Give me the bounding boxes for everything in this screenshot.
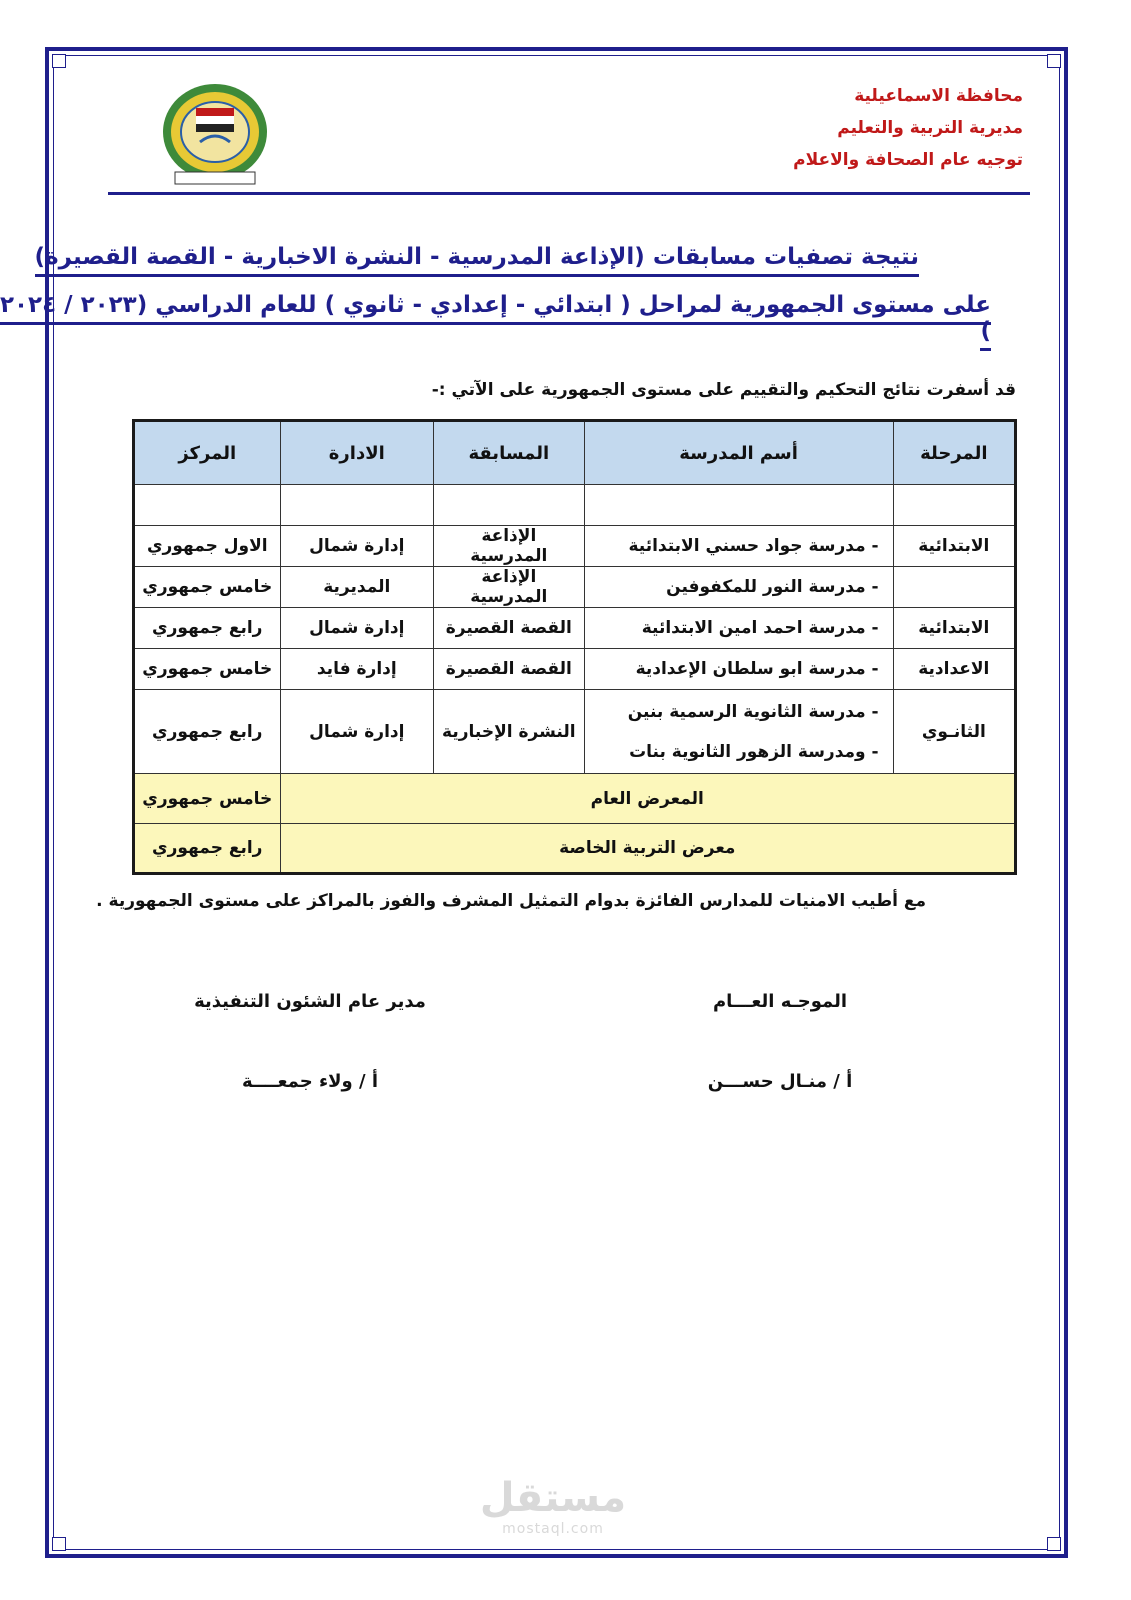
- table-spacer: [134, 485, 1016, 526]
- cell-contest: القصة القصيرة: [434, 608, 585, 649]
- cell-school: - مدرسة احمد امين الابتدائية: [584, 608, 893, 649]
- cell-rank: خامس جمهوري: [134, 567, 281, 608]
- cell-school: [584, 690, 893, 774]
- cell-admin: إدارة فايد: [280, 649, 434, 690]
- table-row: [134, 567, 1016, 608]
- closing-wish: مع أطيب الامنيات للمدارس الفائزة بدوام التمثيل المشرف والفوز بالمراكز على مستوى الجمهورية .: [96, 891, 926, 911]
- table-row: [134, 608, 1016, 649]
- exhibit-row: [134, 824, 1016, 874]
- table-header-row: [134, 421, 1016, 485]
- header-rank: المركز: [134, 421, 281, 485]
- frame-corner: [1047, 1537, 1061, 1551]
- department-name: توجيه عام الصحافة والاعلام: [793, 150, 1023, 170]
- cell-stage: الثانـوي: [893, 690, 1015, 774]
- header-contest: المسابقة: [434, 421, 585, 485]
- watermark: [478, 1475, 628, 1537]
- cell-contest: القصة القصيرة: [434, 649, 585, 690]
- general-supervisor-title: الموجـه العـــام: [712, 991, 848, 1012]
- results-table: [132, 419, 1017, 875]
- intro-text: قد أسفرت نتائج التحكيم والتقييم على مستوى الجمهورية على الآتي :-: [431, 380, 1016, 400]
- school-name: - مدرسة الثانوية الرسمية بنين: [627, 701, 879, 722]
- cell-stage: الابتدائية: [893, 608, 1015, 649]
- cell-stage: الابتدائية: [893, 526, 1015, 567]
- exhibit-rank: خامس جمهوري: [134, 774, 281, 824]
- cell-admin: إدارة شمال: [280, 608, 434, 649]
- frame-corner: [52, 1537, 66, 1551]
- watermark-url: mostaql.com: [502, 1521, 604, 1537]
- table-row-secondary: [134, 690, 1016, 774]
- governorate-name: محافظة الاسماعيلية: [854, 86, 1023, 106]
- exhibit-rank: رابع جمهوري: [134, 824, 281, 874]
- directorate-name: مديرية التربية والتعليم: [837, 118, 1023, 138]
- header-school: أسم المدرسة: [584, 421, 893, 485]
- cell-contest: النشرة الإخبارية: [434, 690, 585, 774]
- directorate-logo: [160, 82, 270, 188]
- cell-rank: خامس جمهوري: [134, 649, 281, 690]
- header-stage: المرحلة: [893, 421, 1015, 485]
- document-title: نتيجة تصفيات مسابقات (الإذاعة المدرسية - النشرة الاخبارية - القصة القصيرة): [35, 244, 919, 270]
- cell-admin: المديرية: [280, 567, 434, 608]
- header-admin: الادارة: [280, 421, 434, 485]
- exhibit-row: [134, 774, 1016, 824]
- document-subtitle: على مستوى الجمهورية لمراحل ( ابتدائي - إعدادي - ثانوي ) للعام الدراسي (٢٠٢٣ / ٢٠٢٤ ): [0, 292, 991, 344]
- general-supervisor-name: أ / منـال حســـن: [707, 1071, 853, 1092]
- school-name: - ومدرسة الزهور الثانوية بنات: [629, 741, 879, 762]
- table-row: [134, 526, 1016, 567]
- cell-rank: رابع جمهوري: [134, 608, 281, 649]
- cell-admin: إدارة شمال: [280, 690, 434, 774]
- cell-contest: الإذاعة المدرسية: [434, 567, 585, 608]
- cell-school: - مدرسة جواد حسني الابتدائية: [584, 526, 893, 567]
- exhibit-name: معرض التربية الخاصة: [280, 824, 1015, 874]
- cell-rank: الاول جمهوري: [134, 526, 281, 567]
- cell-stage: الاعدادية: [893, 649, 1015, 690]
- cell-contest: الإذاعة المدرسية: [434, 526, 585, 567]
- frame-corner: [1047, 54, 1061, 68]
- cell-stage: [893, 567, 1015, 608]
- exhibit-name: المعرض العام: [280, 774, 1015, 824]
- watermark-logo-text: مستقل: [479, 1475, 627, 1521]
- cell-rank: رابع جمهوري: [134, 690, 281, 774]
- header-divider: [108, 192, 1030, 195]
- organization-header: [763, 80, 1023, 176]
- executive-director-name: أ / ولاء جمعــــة: [241, 1071, 379, 1092]
- executive-director-title: مدير عام الشئون التنفيذية: [194, 991, 426, 1012]
- table-row: [134, 649, 1016, 690]
- frame-corner: [52, 54, 66, 68]
- cell-school: - مدرسة النور للمكفوفين: [584, 567, 893, 608]
- cell-admin: إدارة شمال: [280, 526, 434, 567]
- cell-school: - مدرسة ابو سلطان الإعدادية: [584, 649, 893, 690]
